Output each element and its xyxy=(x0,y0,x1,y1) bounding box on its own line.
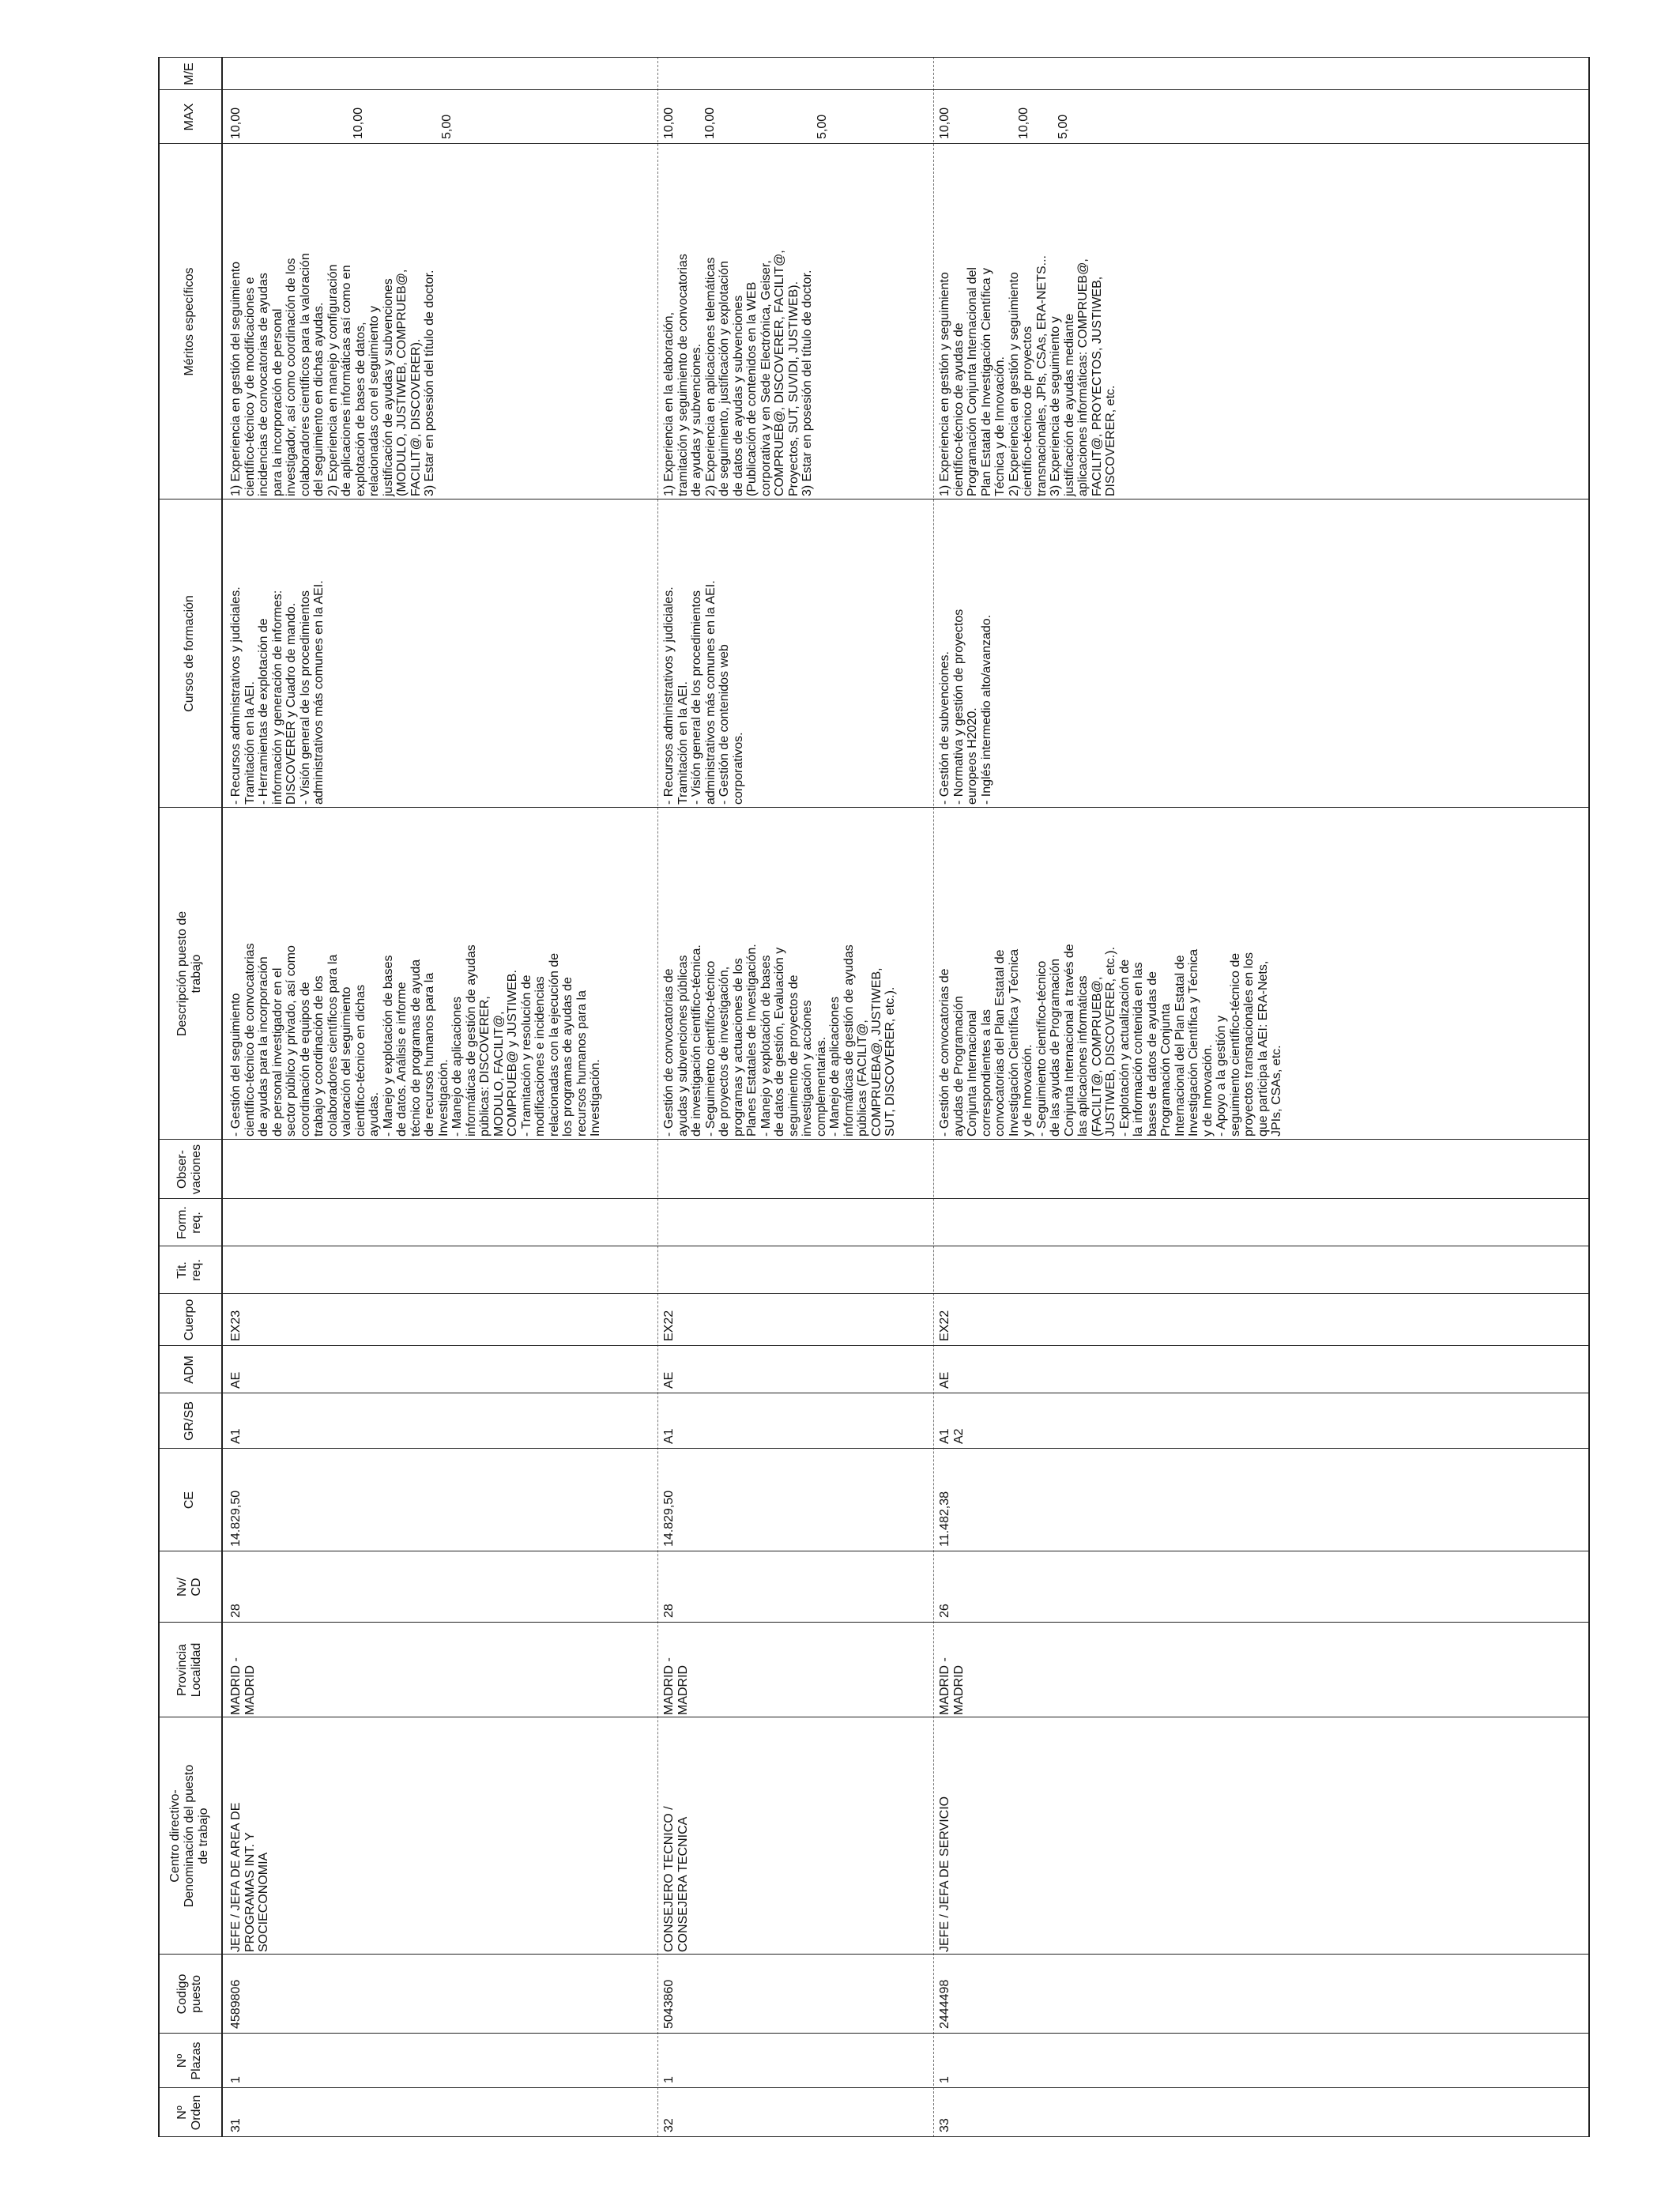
cell-nivel: 28 xyxy=(229,1604,243,1618)
cell-plazas: 1 xyxy=(938,2076,951,2083)
column-rule xyxy=(158,89,1590,90)
column-rule xyxy=(158,1954,1590,1955)
cell-nivel: 28 xyxy=(662,1604,676,1618)
header-descripcion: Descripción puesto de trabajo xyxy=(175,910,203,1037)
cell-provincia: MADRID - MADRID xyxy=(229,1657,257,1715)
cell-cursos: - Recursos administrativos y judiciales. Tramitación en la AEI. - Herramientas de explotación de información y generación de informes: DISCOVERER y Cuadro de mando. - Visión general de los procedimientos administrativos más comunes en la AEI. xyxy=(229,580,326,805)
cell-grupo: A1 xyxy=(662,1428,676,1444)
cell-descripcion: - Gestión de convocatorias de ayudas de Programación Conjunta Internacional correspondientes a las convocatorias del Plan Estatal de Investigación Científica y Técnica y de Innovación. - Seguimiento científico-técnico de las ayudas de Programación Conjunta Internacional a través de las aplicaciones informáticas (FACILIT@, COMPRUEB@, JUSTIWEB, DISCOVERER, etc.). - Explotación y actualización de la información contenida en las bases de datos de ayudas de Programación Conjunta Internacional del Plan Estatal de Investigación Científica y Técnica y de Innovación. - Apoyo a la gestión y seguimiento científico-técnico de proyectos transnacionales en los que participa la AEI: ERA-Nets, JPIs, CSAs, etc. xyxy=(938,944,1283,1137)
cell-descripcion: - Gestión del seguimiento científico-técnico de convocatorias de ayudas para la incorporación de personal investigador en el sector público y privado, así como coordinación de equipos de trabajo y coordinación de los colaboradores científicos para la valoración del seguimiento científico-técnico en dichas ayudas. - Manejo y explotación de bases de datos. Análisis e informe técnico de programas de ayuda de recursos humanos para la Investigación. - Manejo de aplicaciones informáticas de gestión de ayudas públicas: DISCOVERER, MODULO, FACILIT@, COMPRUEB@ y JUSTIWEB. - Tramitación y resolución de modificaciones e incidencias relacionadas con la ejecución de los programas de ayudas de recursos humanos para la Investigación. xyxy=(229,943,602,1137)
cell-cuerpo: EX23 xyxy=(229,1310,243,1341)
header-formacion: Form. req. xyxy=(175,1206,203,1239)
column-rule xyxy=(158,1293,1590,1294)
row-separator xyxy=(933,57,934,2137)
header-bottom-rule xyxy=(221,57,223,2137)
cell-orden: 31 xyxy=(229,2118,243,2132)
cell-grupo: A1 xyxy=(229,1428,243,1444)
cell-ce: 14.829,50 xyxy=(229,1490,243,1547)
cell-grupo: A1 A2 xyxy=(938,1428,966,1444)
header-grupo: GR/SB xyxy=(183,1401,196,1441)
rotated-table xyxy=(158,57,1590,2137)
cell-centro: JEFE / JEFA DE AREA DE PROGRAMAS INT. Y SOCIECONOMIA xyxy=(229,1802,270,1952)
header-codigo: Codigo puesto xyxy=(175,1973,203,2015)
column-rule xyxy=(158,2033,1590,2034)
cell-ce: 11.482,38 xyxy=(938,1491,951,1547)
cell-max-3: 5,00 xyxy=(1057,114,1070,139)
cell-adm: AE xyxy=(938,1371,951,1389)
cell-nivel: 26 xyxy=(938,1604,951,1618)
header-provincia: Provincia Localidad xyxy=(175,1642,203,1698)
cell-max-3: 5,00 xyxy=(440,114,454,139)
cell-adm: AE xyxy=(229,1371,243,1389)
cell-max-1: 10,00 xyxy=(938,107,951,139)
header-ce: CE xyxy=(183,1491,196,1510)
cell-descripcion: - Gestión de convocatorias de ayudas y subvenciones públicas de investigación científico-técnica. - Seguimiento científico-técnico de proyectos de investigación, programas y actuaciones de los Planes Estatales de Investigación. - Manejo y explotación de bases de datos de gestión, Evaluación y seguimiento de proyectos de investigación y acciones complementarias. - Manejo de aplicaciones informáticas de gestión de ayudas públicas (FACILIT@, COMPRUEBA@, JUSTIWEB, SUT, DISCOVERER, etc.). xyxy=(662,944,897,1137)
cell-ce: 14.829,50 xyxy=(662,1490,676,1547)
cell-max-1: 10,00 xyxy=(229,107,243,139)
column-rule xyxy=(158,1139,1590,1140)
table-bottom-rule xyxy=(1588,57,1590,2137)
column-rule xyxy=(158,143,1590,144)
cell-cursos: - Gestión de subvenciones. - Normativa y gestión de proyectos europeos H2020. - Inglés intermedio alto/avanzado. xyxy=(938,609,993,805)
cell-orden: 32 xyxy=(662,2118,676,2132)
cell-cursos: - Recursos administrativos y judiciales. Tramitación en la AEI. - Visión general de los procedimientos administrativos más comunes en la AEI. - Gestión de contenidos web corporativos. xyxy=(662,580,745,805)
header-meritos: Méritos específicos xyxy=(183,267,196,376)
cell-meritos: 1) Experiencia en la elaboración, tramitación y seguimiento de convocatorias de ayudas y subvenciones. 2) Experiencia en aplicaciones telemáticas de seguimiento, justificación y explotación de datos de ayudas y subvenciones (Publicación de contenidos en la WEB corporativa y en Sede Electrónica, Geiser, COMPRUEB@, DISCOVERER, FACILIT@, Proyectos, SUT, SUVIDI, JUSTIWEB). 3) Estar en posesión del título de doctor. xyxy=(662,250,814,496)
header-max: MAX xyxy=(183,103,196,131)
row-separator xyxy=(657,57,658,2137)
cell-centro: CONSEJERO TECNICO / CONSEJERA TECNICA xyxy=(662,1806,690,1952)
column-rule xyxy=(158,1198,1590,1199)
column-rule xyxy=(158,1622,1590,1623)
cell-cuerpo: EX22 xyxy=(938,1310,951,1341)
header-observaciones: Obser- vaciones xyxy=(175,1144,203,1195)
cell-max-3: 5,00 xyxy=(816,114,829,139)
cell-meritos: 1) Experiencia en gestión del seguimiento científico-técnico y de modificaciones e incidencias de convocatorias de ayudas para la incorporación de personal investigador, así como coordinación de los colaboradores científicos para la valoración del seguimiento en dichas ayudas. 2) Experiencia en manejo y configuración de aplicaciones informáticas así como en explotación de bases de datos, relacionadas con el seguimiento y justificación de ayudas y subvenciones (MODULO, JUSTIWEB, COMPRUEB@, FACILIT@, DISCOVERER). 3) Estar en posesión del título de doctor. xyxy=(229,253,436,496)
column-rule xyxy=(158,807,1590,808)
header-adm: ADM xyxy=(183,1355,196,1384)
cell-max-2: 10,00 xyxy=(352,107,365,139)
cell-plazas: 1 xyxy=(662,2076,676,2083)
header-centro: Centro directivo- Denominación del puesto de trabajo xyxy=(168,1764,210,1908)
cell-adm: AE xyxy=(662,1371,676,1389)
cell-meritos: 1) Experiencia en gestión y seguimiento científico-técnico de ayudas de Programación Conjunta Internacional del Plan Estatal de Investigación Científica y Técnica y de Innovación. 2) Experiencia en gestión y seguimiento científico-técnico de proyectos transnacionales, JPIs, CSAs, ERA-NETS... 3) Experiencia de seguimiento y justificación de ayudas mediante aplicaciones informáticas: COMPRUEB@, FACILIT@, PROYECTOS, JUSTIWEB, DISCOVERER, etc. xyxy=(938,255,1117,496)
header-me: M/E xyxy=(183,62,196,85)
cell-cuerpo: EX22 xyxy=(662,1310,676,1341)
column-rule xyxy=(158,57,1590,58)
cell-codigo: 4589806 xyxy=(229,1979,243,2029)
cell-max-2: 10,00 xyxy=(1017,107,1030,139)
header-cuerpo: Cuerpo xyxy=(183,1299,196,1341)
column-rule xyxy=(158,2087,1590,2088)
header-orden: Nº Orden xyxy=(175,2094,203,2131)
cell-provincia: MADRID - MADRID xyxy=(662,1657,690,1715)
cell-orden: 33 xyxy=(938,2118,951,2132)
cell-provincia: MADRID - MADRID xyxy=(938,1657,966,1715)
cell-codigo: 5043860 xyxy=(662,1979,676,2029)
cell-codigo: 2444498 xyxy=(938,1979,951,2029)
cell-plazas: 1 xyxy=(229,2076,243,2083)
header-titulacion: Tit. req. xyxy=(175,1259,203,1281)
cell-max-1: 10,00 xyxy=(662,107,676,139)
column-rule xyxy=(158,1345,1590,1346)
column-rule xyxy=(158,1448,1590,1449)
header-plazas: Nº Plazas xyxy=(175,2041,203,2080)
cell-max-2: 10,00 xyxy=(703,107,717,139)
header-cursos: Cursos de formación xyxy=(183,595,196,712)
cell-centro: JEFE / JEFA DE SERVICIO xyxy=(938,1796,951,1952)
column-rule xyxy=(158,2136,1590,2137)
header-nivel: Nv/ CD xyxy=(175,1578,203,1596)
